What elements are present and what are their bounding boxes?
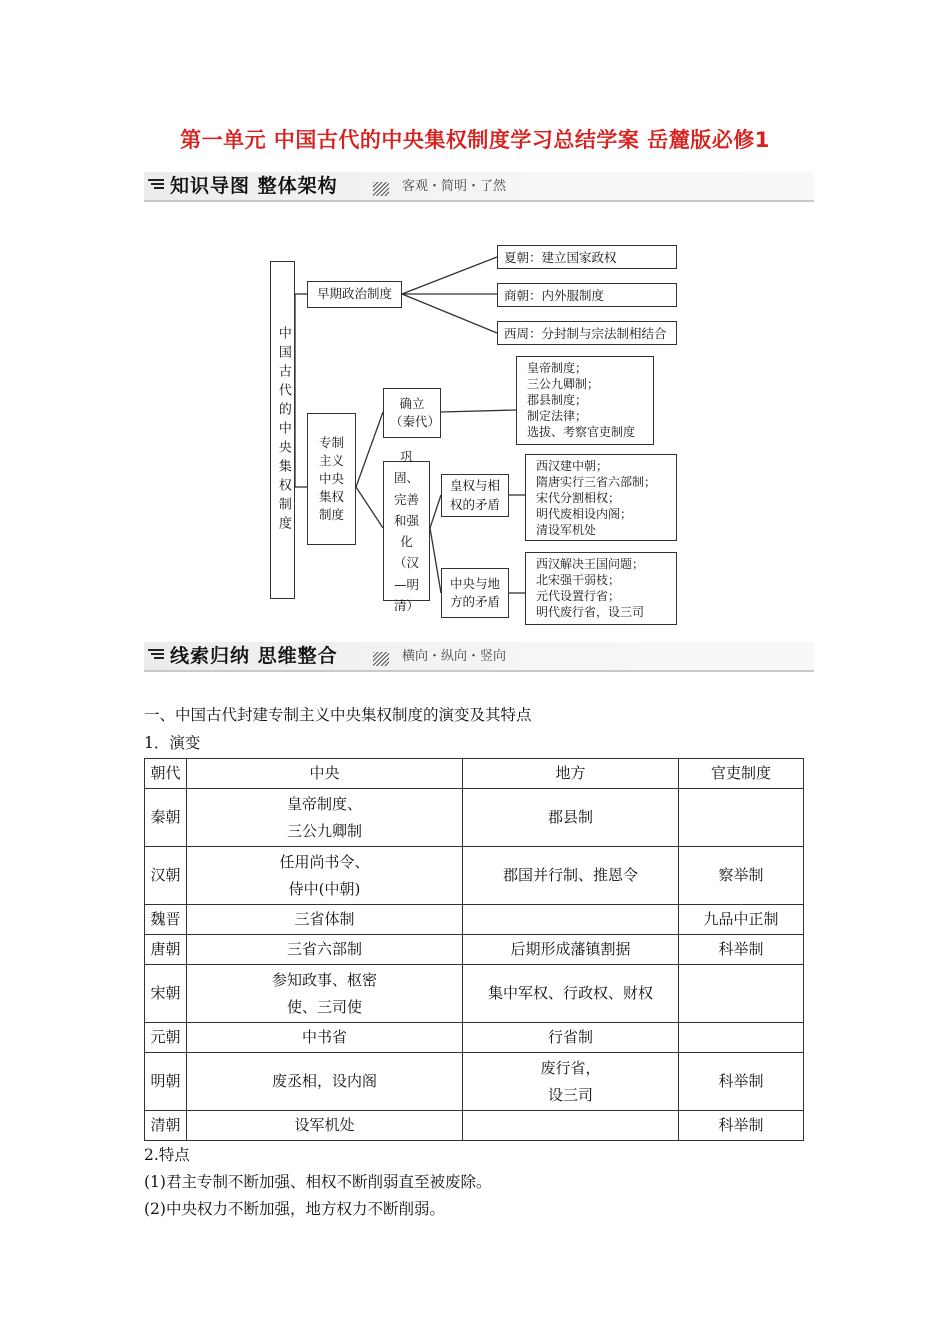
table-row	[145, 789, 804, 847]
table-row	[145, 965, 804, 1023]
zhou-label: 西周：分封制与宗法制相结合	[504, 326, 667, 341]
stripes-icon	[148, 179, 164, 193]
establish-list-box	[516, 356, 654, 445]
central-local-label: 中央与地方的矛盾	[449, 575, 500, 609]
list-item: 西汉建中朝；	[536, 459, 609, 473]
table-header-cell: 地方	[463, 759, 679, 789]
table-row	[145, 1023, 804, 1053]
banner-subtitle: 横向・纵向・竖向	[402, 649, 507, 664]
list-item: 制定法律；	[527, 409, 588, 423]
list-item: 清设军机处	[536, 523, 597, 537]
hatch-icon	[373, 652, 389, 666]
root-box	[270, 261, 295, 599]
section-banner-clue-summary	[144, 642, 814, 672]
point-1: (1)君主专制不断加强、相权不断削弱直至被废除。	[144, 1173, 492, 1191]
emperor-chancellor-label: 皇权与相权的矛盾	[449, 478, 500, 512]
banner-title: 线索归纳 思维整合	[170, 645, 338, 667]
list-item: 郡县制度；	[527, 393, 588, 407]
document-title: 第一单元 中国古代的中央集权制度学习总结学案 岳麓版必修1	[180, 128, 770, 152]
table-header-cell: 朝代	[145, 759, 187, 789]
list-item: 宋代分割相权；	[536, 491, 621, 505]
banner-subtitle: 客观・简明・了然	[402, 179, 507, 194]
table-cell: 参知政事、枢密 使、三司使	[187, 965, 463, 1023]
table-cell: 宋朝	[145, 965, 187, 1023]
stripes-icon	[148, 649, 164, 663]
shang-label: 商朝：内外服制度	[504, 288, 605, 303]
list-item: 明代废相设内阁；	[536, 507, 633, 521]
establish-label: 确立（秦代）	[390, 395, 441, 429]
evolution-table-body	[145, 759, 804, 1141]
zhou-box	[497, 321, 677, 345]
emperor-chancellor-list-box	[525, 454, 677, 541]
list-item: 皇帝制度；	[527, 361, 588, 375]
consolidate-label: 巩固、完善和强化（汉—明清）	[393, 449, 419, 613]
central-local-list-box	[525, 552, 677, 625]
autocracy-label: 专制主义中央集权制度	[318, 434, 344, 523]
table-cell: 后期形成藩镇割据	[463, 935, 679, 965]
list-item: 选拔、考察官吏制度	[527, 425, 636, 439]
shang-box	[497, 283, 677, 307]
emperor-chancellor-box	[441, 474, 509, 517]
table-cell	[679, 1023, 804, 1053]
table-cell: 九品中正制	[679, 905, 804, 935]
central-local-box	[441, 568, 509, 618]
point-2: (2)中央权力不断加强，地方权力不断削弱。	[144, 1200, 445, 1218]
table-cell: 皇帝制度、 三公九卿制	[187, 789, 463, 847]
table-cell: 科举制	[679, 1053, 804, 1111]
section-heading: 一、中国古代封建专制主义中央集权制度的演变及其特点	[144, 706, 532, 724]
table-cell: 行省制	[463, 1023, 679, 1053]
evolution-table	[144, 758, 804, 1141]
table-cell: 唐朝	[145, 935, 187, 965]
table-cell: 郡国并行制、推恩令	[463, 847, 679, 905]
subsection-heading: 1．演变	[144, 734, 201, 752]
table-header-cell: 中央	[187, 759, 463, 789]
table-cell	[679, 789, 804, 847]
hatch-icon	[373, 182, 389, 196]
section-banner-knowledge-map	[144, 172, 814, 202]
table-cell	[679, 965, 804, 1023]
list-item: 元代设置行省；	[536, 589, 621, 603]
early-system-box	[307, 281, 402, 308]
root-label: 中国古代的中央集权制度	[275, 325, 291, 535]
table-row	[145, 1053, 804, 1111]
table-cell: 三省六部制	[187, 935, 463, 965]
list-item: 西汉解决王国问题；	[536, 557, 645, 571]
list-item: 北宋强干弱枝；	[536, 573, 621, 587]
xia-label: 夏朝：建立国家政权	[504, 250, 617, 265]
table-header-cell: 官吏制度	[679, 759, 804, 789]
table-cell: 察举制	[679, 847, 804, 905]
table-cell: 明朝	[145, 1053, 187, 1111]
table-row	[145, 935, 804, 965]
table-row	[145, 1111, 804, 1141]
early-system-label: 早期政治制度	[316, 286, 392, 302]
table-cell: 中书省	[187, 1023, 463, 1053]
table-cell: 废行省， 设三司	[463, 1053, 679, 1111]
table-cell: 郡县制	[463, 789, 679, 847]
table-cell: 清朝	[145, 1111, 187, 1141]
table-cell: 废丞相，设内阁	[187, 1053, 463, 1111]
table-cell: 科举制	[679, 935, 804, 965]
list-item: 三公九卿制；	[527, 377, 600, 391]
banner-title: 知识导图 整体架构	[170, 175, 338, 197]
table-cell	[463, 905, 679, 935]
table-cell: 科举制	[679, 1111, 804, 1141]
table-cell: 设军机处	[187, 1111, 463, 1141]
table-cell: 任用尚书令、 侍中(中朝)	[187, 847, 463, 905]
list-item: 隋唐实行三省六部制；	[536, 475, 657, 489]
xia-box	[497, 245, 677, 269]
table-cell: 秦朝	[145, 789, 187, 847]
table-row	[145, 905, 804, 935]
table-row	[145, 847, 804, 905]
table-cell: 三省体制	[187, 905, 463, 935]
diagram-connectors	[0, 0, 950, 640]
establish-box	[383, 388, 441, 438]
table-cell: 魏晋	[145, 905, 187, 935]
subsection-heading: 2.特点	[144, 1146, 190, 1164]
consolidate-box	[383, 449, 430, 613]
table-cell: 元朝	[145, 1023, 187, 1053]
autocracy-box	[307, 413, 356, 545]
table-cell: 集中军权、行政权、财权	[463, 965, 679, 1023]
list-item: 明代废行省，设三司	[536, 605, 645, 619]
table-header-row	[145, 759, 804, 789]
table-cell: 汉朝	[145, 847, 187, 905]
table-cell	[463, 1111, 679, 1141]
